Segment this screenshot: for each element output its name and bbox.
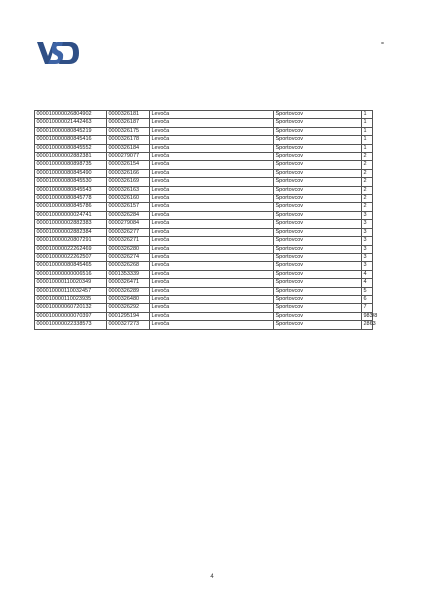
town-cell: Levoča xyxy=(150,220,274,228)
street-cell: Športovcov xyxy=(274,119,362,127)
street-cell: Športovcov xyxy=(274,211,362,219)
town-cell: Levoča xyxy=(150,111,274,119)
parcel-number-cell: 0000326292 xyxy=(107,304,150,312)
table-row xyxy=(35,228,373,236)
parcel-number-cell: 0000279077 xyxy=(107,153,150,161)
house-number-cell: 3 xyxy=(362,220,373,228)
street-cell: Športovcov xyxy=(274,161,362,169)
house-number-cell: 3 xyxy=(362,237,373,245)
house-number-cell: 2 xyxy=(362,186,373,194)
parcel-number-cell: 0000326160 xyxy=(107,195,150,203)
parcel-table xyxy=(34,110,378,330)
town-cell: Levoča xyxy=(150,178,274,186)
parcel-number-cell: 0000326284 xyxy=(107,211,150,219)
table-row xyxy=(35,136,373,144)
table-row xyxy=(35,312,373,320)
street-cell: Športovcov xyxy=(274,270,362,278)
town-cell: Levoča xyxy=(150,186,274,194)
table-row xyxy=(35,203,373,211)
town-cell: Levoča xyxy=(150,237,274,245)
town-cell: Levoča xyxy=(150,153,274,161)
parcel-number-cell: 0001295194 xyxy=(107,312,150,320)
table-row xyxy=(35,304,373,312)
table-row xyxy=(35,169,373,177)
town-cell: Levoča xyxy=(150,127,274,135)
table-row xyxy=(35,237,373,245)
town-cell: Levoča xyxy=(150,304,274,312)
lv-number-cell: 000010000080845778 xyxy=(35,195,107,203)
street-cell: Športovcov xyxy=(274,262,362,270)
parcel-number-cell: 0001353339 xyxy=(107,270,150,278)
lv-number-cell: 000010000021442463 xyxy=(35,119,107,127)
table-row xyxy=(35,270,373,278)
lv-number-cell: 000010000110023935 xyxy=(35,295,107,303)
street-cell: Športovcov xyxy=(274,304,362,312)
table-row xyxy=(35,153,373,161)
lv-number-cell: 000010000080845530 xyxy=(35,178,107,186)
street-cell: Športovcov xyxy=(274,111,362,119)
street-cell: Športovcov xyxy=(274,186,362,194)
house-number-cell: 4 xyxy=(362,279,373,287)
house-number-cell: 1 xyxy=(362,127,373,135)
lv-number-cell: 000010000000006516 xyxy=(35,270,107,278)
lv-number-cell: 000010000080845219 xyxy=(35,127,107,135)
parcel-number-cell: 0000326277 xyxy=(107,228,150,236)
table-row xyxy=(35,321,373,329)
street-cell: Športovcov xyxy=(274,245,362,253)
vsd-logo xyxy=(36,40,80,66)
house-number-cell: 2 xyxy=(362,178,373,186)
table-row xyxy=(35,220,373,228)
street-cell: Športovcov xyxy=(274,144,362,152)
table-row xyxy=(35,245,373,253)
table-row xyxy=(35,161,373,169)
house-number-cell: 1 xyxy=(362,111,373,119)
house-number-cell: 7 xyxy=(362,304,373,312)
lv-number-cell: 000010000080845543 xyxy=(35,186,107,194)
street-cell: Športovcov xyxy=(274,253,362,261)
parcel-table-body xyxy=(35,111,378,330)
parcel-number-cell: 0000326154 xyxy=(107,161,150,169)
lv-number-cell: 000010000026804902 xyxy=(35,111,107,119)
street-cell: Športovcov xyxy=(274,287,362,295)
lv-number-cell: 000010000080845786 xyxy=(35,203,107,211)
lv-number-cell: 000010000020807291 xyxy=(35,237,107,245)
lv-number-cell: 000010000000024741 xyxy=(35,211,107,219)
table-row xyxy=(35,253,373,261)
lv-number-cell: 000010000080845465 xyxy=(35,262,107,270)
table-row xyxy=(35,127,373,135)
house-number-cell: 2 xyxy=(362,195,373,203)
table-row xyxy=(35,111,373,119)
town-cell: Levoča xyxy=(150,195,274,203)
street-cell: Športovcov xyxy=(274,136,362,144)
town-cell: Levoča xyxy=(150,312,274,320)
parcel-number-cell: 0000326178 xyxy=(107,136,150,144)
house-number-cell: 2863 xyxy=(363,321,376,328)
lv-number-cell: 000010000080845490 xyxy=(35,169,107,177)
lv-number-cell: 000010000000070397 xyxy=(35,312,107,320)
lv-number-cell: 000010000110032457 xyxy=(35,287,107,295)
parcel-number-cell: 0000326280 xyxy=(107,245,150,253)
street-cell: Športovcov xyxy=(274,279,362,287)
house-number-cell: 2 xyxy=(362,169,373,177)
street-cell: Športovcov xyxy=(274,228,362,236)
lv-number-cell: 000010000080898735 xyxy=(35,161,107,169)
lv-number-cell: 000010000022262469 xyxy=(35,245,107,253)
parcel-number-cell: 0000326271 xyxy=(107,237,150,245)
house-number-cell: 2 xyxy=(362,161,373,169)
house-number-cell: 1 xyxy=(362,144,373,152)
table-row xyxy=(35,178,373,186)
street-cell: Športovcov xyxy=(274,153,362,161)
street-cell: Športovcov xyxy=(274,237,362,245)
table-row xyxy=(35,279,373,287)
house-number-cell: 3 xyxy=(362,253,373,261)
parcel-number-cell: 0000326268 xyxy=(107,262,150,270)
town-cell: Levoča xyxy=(150,253,274,261)
parcel-number-cell: 0000326166 xyxy=(107,169,150,177)
town-cell: Levoča xyxy=(150,295,274,303)
street-cell: Športovcov xyxy=(274,312,362,320)
parcel-number-cell: 0000327273 xyxy=(107,321,150,329)
town-cell: Levoča xyxy=(150,287,274,295)
town-cell: Levoča xyxy=(150,161,274,169)
table-row xyxy=(35,186,373,194)
house-number-cell: 983/8 xyxy=(363,312,378,319)
parcel-number-cell: 0000326175 xyxy=(107,127,150,135)
street-cell: Športovcov xyxy=(274,295,362,303)
house-number-cell: 3 xyxy=(362,245,373,253)
lv-number-cell: 000010000002882383 xyxy=(35,220,107,228)
lv-number-cell: 000010000002882384 xyxy=(35,228,107,236)
parcel-number-cell: 0000326187 xyxy=(107,119,150,127)
table-row xyxy=(35,195,373,203)
lv-number-cell: 000010000060720132 xyxy=(35,304,107,312)
scan-speck xyxy=(381,42,384,44)
town-cell: Levoča xyxy=(150,119,274,127)
house-number-cell: 2 xyxy=(362,203,373,211)
parcel-number-cell: 0000326274 xyxy=(107,253,150,261)
town-cell: Levoča xyxy=(150,228,274,236)
lv-number-cell: 000010000110020349 xyxy=(35,279,107,287)
street-cell: Športovcov xyxy=(274,169,362,177)
town-cell: Levoča xyxy=(150,144,274,152)
house-number-cell: 5 xyxy=(362,287,373,295)
house-number-cell: 4 xyxy=(362,270,373,278)
house-number-cell: 1 xyxy=(362,136,373,144)
lv-number-cell: 000010000022338573 xyxy=(35,321,107,329)
street-cell: Športovcov xyxy=(274,195,362,203)
street-cell: Športovcov xyxy=(274,321,362,329)
table-row xyxy=(35,211,373,219)
parcel-number-cell: 0000326157 xyxy=(107,203,150,211)
lv-number-cell: 000010000080845416 xyxy=(35,136,107,144)
table-row xyxy=(35,295,373,303)
town-cell: Levoča xyxy=(150,262,274,270)
parcel-number-cell: 0000326480 xyxy=(107,295,150,303)
parcel-number-cell: 0000326181 xyxy=(107,111,150,119)
lv-number-cell: 000010000022262507 xyxy=(35,253,107,261)
town-cell: Levoča xyxy=(150,245,274,253)
town-cell: Levoča xyxy=(150,270,274,278)
table-row xyxy=(35,262,373,270)
parcel-number-cell: 0000326184 xyxy=(107,144,150,152)
table-row xyxy=(35,144,373,152)
house-number-cell: 1 xyxy=(362,119,373,127)
parcel-number-cell: 0000326471 xyxy=(107,279,150,287)
lv-number-cell: 000010000002882381 xyxy=(35,153,107,161)
town-cell: Levoča xyxy=(150,321,274,329)
street-cell: Športovcov xyxy=(274,178,362,186)
table-row xyxy=(35,119,373,127)
town-cell: Levoča xyxy=(150,203,274,211)
town-cell: Levoča xyxy=(150,211,274,219)
town-cell: Levoča xyxy=(150,169,274,177)
parcel-number-cell: 0000326289 xyxy=(107,287,150,295)
house-number-cell: 2 xyxy=(362,153,373,161)
parcel-number-cell: 0000326163 xyxy=(107,186,150,194)
parcel-number-cell: 0000326169 xyxy=(107,178,150,186)
house-number-cell: 3 xyxy=(362,228,373,236)
lv-number-cell: 000010000080845552 xyxy=(35,144,107,152)
street-cell: Športovcov xyxy=(274,220,362,228)
house-number-cell: 3 xyxy=(362,211,373,219)
street-cell: Športovcov xyxy=(274,127,362,135)
table-row xyxy=(35,287,373,295)
house-number-cell: 6 xyxy=(362,295,373,303)
town-cell: Levoča xyxy=(150,136,274,144)
page-number: 4 xyxy=(210,574,214,580)
parcel-number-cell: 0000279084 xyxy=(107,220,150,228)
street-cell: Športovcov xyxy=(274,203,362,211)
town-cell: Levoča xyxy=(150,279,274,287)
house-number-cell: 3 xyxy=(362,262,373,270)
